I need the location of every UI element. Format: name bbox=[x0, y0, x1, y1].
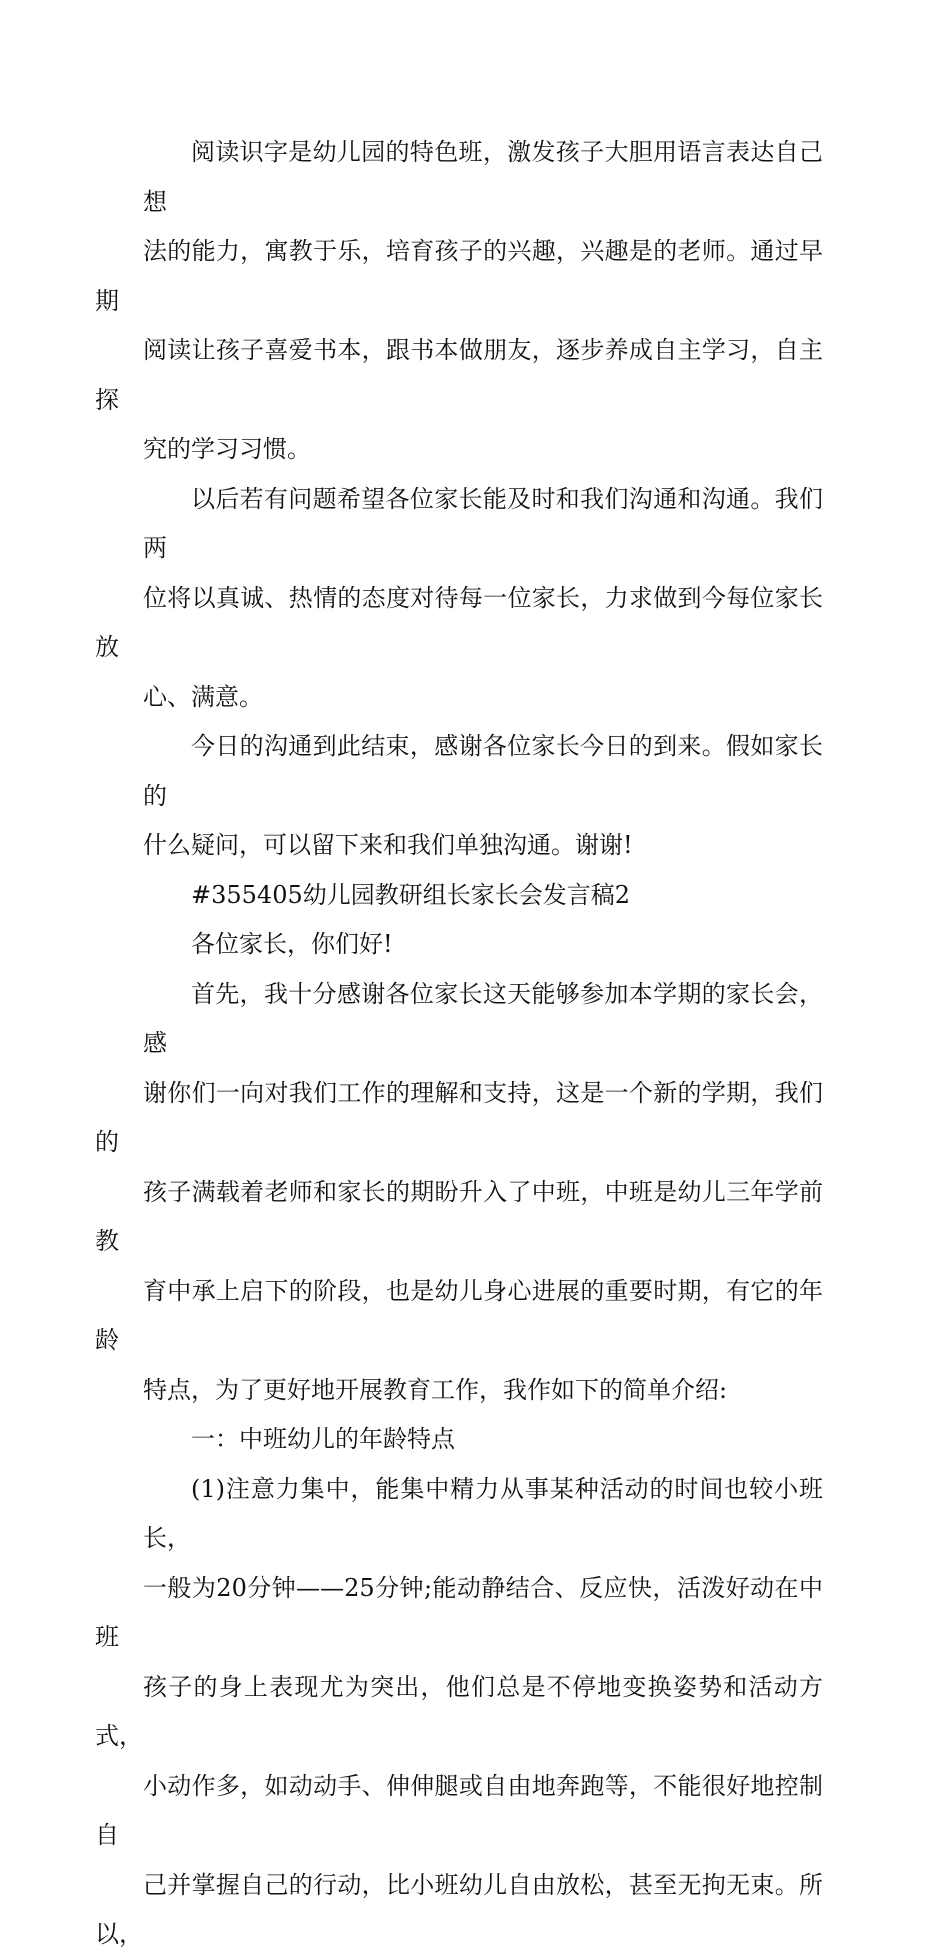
text-line: 首先，我十分感谢各位家长这天能够参加本学期的家长会，感 bbox=[143, 979, 823, 1057]
paragraph-closing bbox=[143, 722, 823, 871]
text-line: 一般为20分钟——25分钟;能动静结合、反应快，活泼好动在中班 bbox=[95, 1573, 823, 1651]
text-line: 一：中班幼儿的年龄特点 bbox=[191, 1425, 455, 1453]
text-line: 特点，为了更好地开展教育工作，我作如下的简单介绍: bbox=[143, 1375, 728, 1404]
text-line: (1)注意力集中，能集中精力从事某种活动的时间也较小班长， bbox=[143, 1474, 823, 1552]
text-line: 究的学习习惯。 bbox=[143, 435, 311, 463]
paragraph-communication bbox=[95, 475, 823, 723]
text-line: 阅读识字是幼儿园的特色班，激发孩子大胆用语言表达自己想 bbox=[143, 138, 823, 216]
paragraph-reading-literacy bbox=[95, 128, 823, 475]
text-line: #355405幼儿园教研组长家长会发言稿2 bbox=[191, 880, 630, 909]
text-line: 小动作多，如动动手、伸伸腿或自由地奔跑等，不能很好地控制自 bbox=[95, 1771, 823, 1849]
text-line: 心、满意。 bbox=[143, 682, 263, 711]
text-line: 今日的沟通到此结束，感谢各位家长今日的到来。假如家长的 bbox=[143, 732, 823, 810]
text-line: 己并掌握自己的行动，比小班幼儿自由放松，甚至无拘无束。所以， bbox=[95, 1870, 823, 1948]
text-line: 法的能力，寓教于乐，培育孩子的兴趣，兴趣是的老师。通过早期 bbox=[95, 237, 823, 315]
document-body bbox=[95, 128, 823, 1960]
text-line: 阅读让孩子喜爱书本，跟书本做朋友，逐步养成自主学习，自主探 bbox=[95, 336, 823, 414]
greeting bbox=[143, 920, 823, 970]
paragraph-attention bbox=[95, 1465, 823, 1960]
text-line: 育中承上启下的阶段，也是幼儿身心进展的重要时期，有它的年龄 bbox=[95, 1276, 823, 1354]
text-line: 孩子满载着老师和家长的期盼升入了中班，中班是幼儿三年学前教 bbox=[95, 1177, 823, 1255]
text-line: 孩子的身上表现尤为突出，他们总是不停地变换姿势和活动方式， bbox=[95, 1672, 823, 1750]
heading-age-characteristics bbox=[143, 1415, 823, 1465]
text-line: 谢你们一向对我们工作的理解和支持，这是一个新的学期，我们的 bbox=[95, 1078, 823, 1156]
text-line: 各位家长，你们好! bbox=[191, 930, 393, 958]
paragraph-introduction bbox=[95, 970, 823, 1416]
section-title bbox=[143, 871, 823, 921]
text-line: 什么疑问，可以留下来和我们单独沟通。谢谢! bbox=[143, 831, 633, 859]
text-line: 以后若有问题希望各位家长能及时和我们沟通和沟通。我们两 bbox=[143, 484, 823, 562]
text-line: 位将以真诚、热情的态度对待每一位家长，力求做到今每位家长放 bbox=[95, 583, 823, 661]
